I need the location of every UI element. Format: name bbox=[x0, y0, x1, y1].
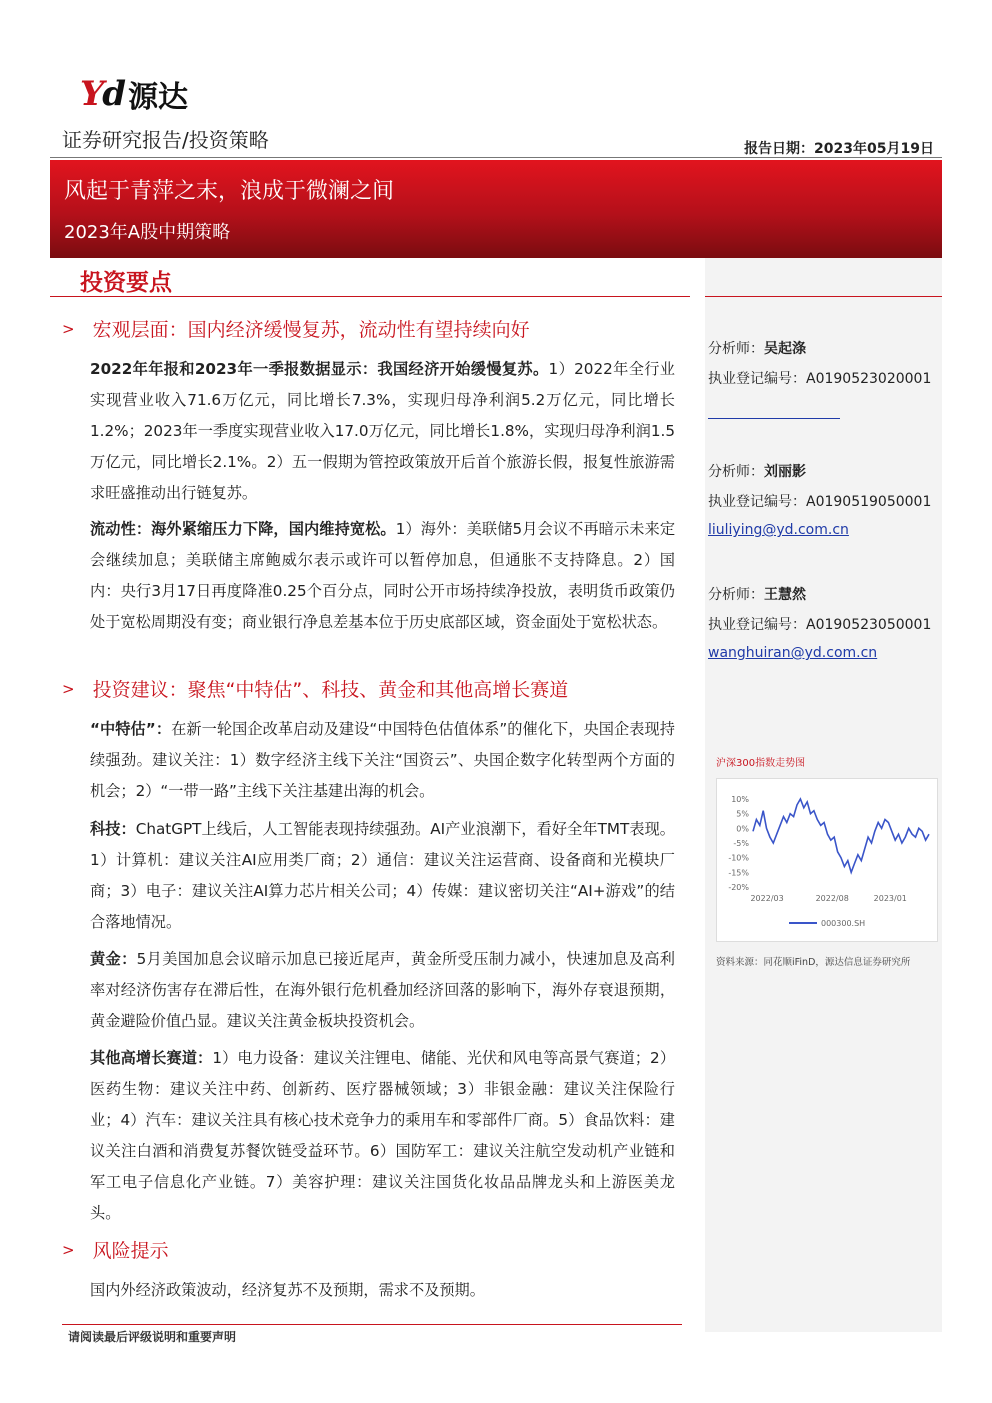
x-tick-label: 2023/01 bbox=[873, 894, 907, 903]
paragraph-lead: 流动性：海外紧缩压力下降，国内维持宽松。 bbox=[90, 520, 396, 538]
y-tick-label: -15% bbox=[728, 868, 749, 878]
y-tick-label: 10% bbox=[731, 795, 749, 804]
paragraph-text: 国内外经济政策波动，经济复苏不及预期，需求不及预期。 bbox=[90, 1281, 485, 1299]
y-tick-label: -20% bbox=[728, 883, 749, 892]
analyst-2-registration: 执业登记编号：A0190519050001 bbox=[708, 494, 932, 510]
footer-divider bbox=[62, 1324, 682, 1325]
y-tick-label: -10% bbox=[728, 853, 749, 863]
section-title-risk bbox=[62, 1236, 169, 1263]
paragraph-text: 1）2022年全行业实现营业收入71.6万亿元，同比增长7.3%，实现归母净利润5.2万亿元，同比增长1.2%；2023年一季度实现营业收入17.0万亿元，同比增长1.8%，实现归母净利润1.5万亿元，同比增长2.1%。2）五一假期为管控政策放开后首个旅游长假，报复性旅游需求旺盛推动出行链复苏。 bbox=[90, 360, 675, 502]
paragraph-text: 1）电力设备：建议关注锂电、储能、光伏和风电等高景气赛道；2）医药生物：建议关注中药、创新药、医疗器械领域；3）非银金融：建议关注保险行业；4）汽车：建议关注具有核心技术竞争力的乘用车和零部件厂商。5）食品饮料：建议关注白酒和消费复苏餐饮链受益环节。6）国防军工：建议关注航空发动机产业链和军工电子信息化产业链。7）美容护理：建议关注国货化妆品品牌龙头和上游医美龙头。 bbox=[90, 1049, 676, 1222]
y-tick-label: 5% bbox=[736, 809, 749, 819]
report-title: 风起于青萍之末，浪成于微澜之间 bbox=[64, 179, 395, 204]
series-line bbox=[753, 799, 929, 872]
brand-name: 源达 bbox=[128, 80, 189, 115]
paragraph-technology bbox=[90, 814, 675, 938]
section-title-text: 宏观层面：国内经济缓慢复苏，流动性有望持续向好 bbox=[92, 319, 530, 341]
chart-source: 资料来源：同花顺iFinD，源达信息证券研究所 bbox=[716, 957, 911, 968]
analyst-3-email-link[interactable]: wanghuiran@yd.com.cn bbox=[708, 645, 878, 661]
paragraph-lead: 2022年年报和2023年一季报数据显示：我国经济开始缓慢复苏。 bbox=[90, 360, 549, 378]
section-heading: 投资要点 bbox=[80, 270, 172, 296]
paragraph-gold bbox=[90, 944, 675, 1037]
report-subtitle: 2023年A股中期策略 bbox=[64, 222, 231, 243]
analyst-divider bbox=[708, 418, 840, 419]
arrow-bullet-icon: > bbox=[62, 319, 75, 338]
analyst-2-name: 分析师：刘丽影 bbox=[708, 464, 806, 480]
analyst-2-email-link[interactable]: liuliying@yd.com.cn bbox=[708, 522, 849, 538]
sidebar-divider bbox=[705, 296, 942, 297]
legend-label: 000300.SH bbox=[821, 919, 866, 928]
analyst-1-name: 分析师：吴起涤 bbox=[708, 341, 806, 357]
arrow-bullet-icon: > bbox=[62, 679, 75, 698]
chart-title: 沪深300指数走势图 bbox=[716, 758, 806, 769]
paragraph-text: 5月美国加息会议暗示加息已接近尾声，黄金所受压制力减小，快速加息及高利率对经济伤害存在滞后性，在海外银行危机叠加经济回落的影响下，海外存衰退预期，黄金避险价值凸显。建议关注黄金板块投资机会。 bbox=[90, 950, 675, 1030]
paragraph-text: 1）海外：美联储5月会议不再暗示未来定会继续加息；美联储主席鲍威尔表示或许可以暂停加息，但通胀不支持降息。2）国内：央行3月17日再度降准0.25个百分点，同时公开市场持续净投放，表明货币政策仍处于宽松周期没有变；商业银行净息差基本位于历史底部区域，资金面处于宽松状态。 bbox=[90, 520, 676, 631]
document-type: 证券研究报告/投资策略 bbox=[62, 128, 269, 152]
paragraph-high-growth bbox=[90, 1043, 675, 1229]
paragraph-lead: 科技： bbox=[90, 820, 136, 838]
arrow-bullet-icon: > bbox=[62, 1240, 75, 1259]
analyst-3-registration: 执业登记编号：A0190523050001 bbox=[708, 617, 932, 633]
heading-divider bbox=[50, 296, 690, 297]
analyst-1-registration: 执业登记编号：A0190523020001 bbox=[708, 371, 932, 387]
paragraph-lead: 其他高增长赛道： bbox=[90, 1049, 213, 1067]
footer-disclaimer: 请阅读最后评级说明和重要声明 bbox=[68, 1330, 237, 1344]
paragraph-risk bbox=[90, 1275, 675, 1306]
brand-logo bbox=[80, 74, 189, 115]
section-title-macro bbox=[62, 315, 530, 342]
index-chart-svg bbox=[717, 779, 937, 941]
y-tick-label: 0% bbox=[736, 824, 749, 834]
paragraph-lead: “中特估”： bbox=[90, 720, 172, 738]
section-title-text: 风险提示 bbox=[92, 1240, 169, 1262]
header-divider bbox=[50, 157, 942, 158]
index-chart bbox=[716, 778, 938, 942]
paragraph-macro-data bbox=[90, 354, 675, 509]
paragraph-text: 在新一轮国企改革启动及建设“中国特色估值体系”的催化下，央国企表现持续强劲。建议关注：1）数字经济主线下关注“国资云”、央国企数字化转型两个方面的机会；2）“一带一路”主线下关注基建出海的机会。 bbox=[90, 720, 675, 800]
section-title-text: 投资建议：聚焦“中特估”、科技、黄金和其他高增长赛道 bbox=[92, 679, 569, 701]
section-title-investment bbox=[62, 675, 568, 702]
logo-mark: Yd bbox=[80, 74, 125, 114]
paragraph-liquidity bbox=[90, 514, 675, 638]
report-date: 报告日期：2023年05月19日 bbox=[744, 141, 934, 157]
paragraph-text: ChatGPT上线后，人工智能表现持续强劲。AI产业浪潮下，看好全年TMT表现。1）计算机：建议关注AI应用类厂商；2）通信：建议关注运营商、设备商和光模块厂商；3）电子：建议关注AI算力芯片相关公司；4）传媒：建议密切关注“AI+游戏”的结合落地情况。 bbox=[90, 820, 675, 931]
paragraph-soe-valuation bbox=[90, 714, 675, 807]
x-tick-label: 2022/03 bbox=[750, 894, 784, 903]
y-tick-label: -5% bbox=[733, 839, 749, 848]
x-tick-label: 2022/08 bbox=[815, 894, 849, 903]
paragraph-lead: 黄金： bbox=[90, 950, 137, 968]
analyst-3-name: 分析师：王慧然 bbox=[708, 587, 806, 603]
